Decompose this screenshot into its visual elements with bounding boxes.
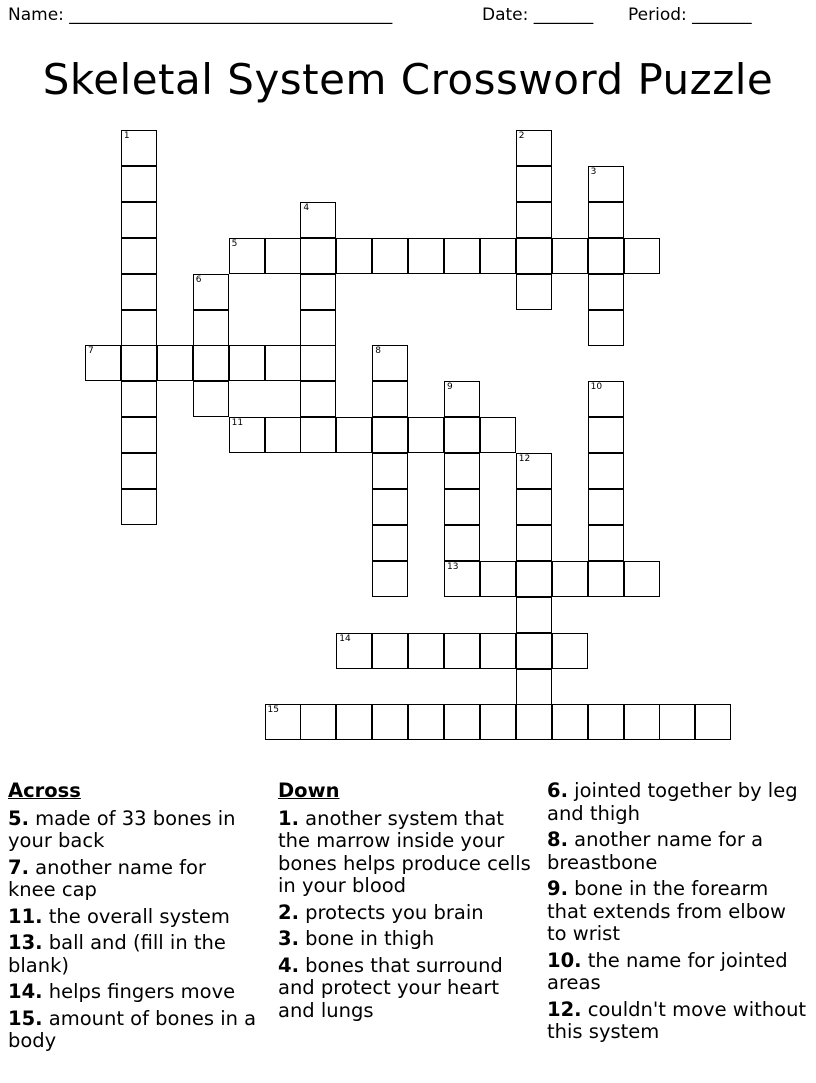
crossword-cell[interactable] xyxy=(121,238,157,274)
clue-text: the name for jointed areas xyxy=(547,948,788,994)
down-clues-column-1 xyxy=(278,780,540,1026)
crossword-cell[interactable] xyxy=(516,561,552,597)
clue-number: 12. xyxy=(547,997,582,1021)
crossword-cell[interactable] xyxy=(121,310,157,346)
crossword-cell[interactable] xyxy=(516,597,552,633)
clue-number-label: 10 xyxy=(590,382,603,393)
crossword-cell[interactable] xyxy=(588,381,624,417)
crossword-cell[interactable] xyxy=(552,238,588,274)
clue-item xyxy=(278,808,540,898)
down-clues-column-2 xyxy=(547,780,809,1048)
clue-number: 4. xyxy=(278,953,299,977)
crossword-cell[interactable] xyxy=(265,238,301,274)
crossword-cell[interactable] xyxy=(229,417,265,453)
period-field-label[interactable]: Period: _______ xyxy=(628,5,752,25)
clue-number-label: 14 xyxy=(339,633,351,644)
crossword-cell[interactable] xyxy=(444,489,480,525)
clue-number-label: 6 xyxy=(195,274,202,285)
crossword-cell[interactable] xyxy=(408,633,444,669)
clue-number: 2. xyxy=(278,900,299,924)
crossword-cell[interactable] xyxy=(516,166,552,202)
clue-item xyxy=(8,808,258,853)
crossword-cell[interactable] xyxy=(444,525,480,561)
crossword-cell[interactable] xyxy=(516,489,552,525)
crossword-cell[interactable] xyxy=(588,238,624,274)
crossword-cell[interactable] xyxy=(444,633,480,669)
crossword-cell[interactable] xyxy=(516,525,552,561)
crossword-cell[interactable] xyxy=(588,202,624,238)
clue-item xyxy=(547,950,809,995)
crossword-cell[interactable] xyxy=(372,238,408,274)
crossword-cell[interactable] xyxy=(480,704,516,740)
crossword-cell[interactable] xyxy=(552,633,588,669)
crossword-cell[interactable] xyxy=(588,274,624,310)
down-clue-list-continued xyxy=(547,780,809,1044)
clue-number-label: 2 xyxy=(518,131,525,141)
crossword-cell[interactable] xyxy=(695,704,731,740)
crossword-cell[interactable] xyxy=(372,345,408,381)
down-clue-list xyxy=(278,808,540,1023)
clue-number-label: 8 xyxy=(375,346,381,357)
clue-text: another name for a breastbone xyxy=(547,828,764,874)
crossword-cell[interactable] xyxy=(588,310,624,346)
crossword-cell[interactable] xyxy=(516,704,552,740)
crossword-cell[interactable] xyxy=(121,417,157,453)
clue-text: ball and (fill in the blank) xyxy=(8,931,226,977)
crossword-cell[interactable] xyxy=(372,417,408,453)
clue-item xyxy=(8,857,258,902)
page-title: Skeletal System Crossword Puzzle xyxy=(42,55,774,104)
crossword-cell[interactable] xyxy=(265,704,301,740)
clue-number-label: 5 xyxy=(231,238,238,249)
clue-item xyxy=(547,878,809,946)
clue-item xyxy=(547,780,809,825)
crossword-cell[interactable] xyxy=(480,561,516,597)
crossword-cell[interactable] xyxy=(193,310,229,346)
clue-number-label: 4 xyxy=(303,202,310,213)
crossword-cell[interactable] xyxy=(624,238,660,274)
crossword-cell[interactable] xyxy=(588,417,624,453)
date-field-label[interactable]: Date: _______ xyxy=(482,5,594,25)
clue-text: another system that the marrow inside your bones helps produce cells in your blood xyxy=(278,806,531,897)
crossword-cell[interactable] xyxy=(265,345,301,381)
crossword-cell[interactable] xyxy=(516,274,552,310)
crossword-cell[interactable] xyxy=(85,345,121,381)
crossword-cell[interactable] xyxy=(121,166,157,202)
clue-number: 5. xyxy=(8,806,29,830)
across-clue-list xyxy=(8,808,258,1053)
crossword-cell[interactable] xyxy=(588,704,624,740)
crossword-cell[interactable] xyxy=(300,238,336,274)
clue-number-label: 9 xyxy=(447,382,453,393)
crossword-cell[interactable] xyxy=(300,704,336,740)
crossword-cell[interactable] xyxy=(336,238,372,274)
clue-text: jointed together by leg and thigh xyxy=(547,779,798,825)
clue-number: 3. xyxy=(278,927,299,950)
clue-text: amount of bones in a body xyxy=(8,1006,257,1052)
clue-item xyxy=(8,906,258,929)
clue-number: 8. xyxy=(547,828,568,851)
clue-item xyxy=(278,928,540,951)
crossword-cell[interactable] xyxy=(480,633,516,669)
clue-text: helps fingers move xyxy=(42,980,236,1003)
clue-number-label: 13 xyxy=(447,561,459,572)
crossword-cell[interactable] xyxy=(659,704,695,740)
crossword-cell[interactable] xyxy=(588,453,624,489)
crossword-cell[interactable] xyxy=(444,381,480,417)
crossword-cell[interactable] xyxy=(624,704,660,740)
crossword-cell[interactable] xyxy=(300,202,336,238)
clue-item xyxy=(547,999,809,1044)
crossword-cell[interactable] xyxy=(444,453,480,489)
crossword-cell[interactable] xyxy=(300,274,336,310)
name-field-label[interactable]: Name: ______________________________________ xyxy=(8,5,393,25)
crossword-cell[interactable] xyxy=(372,453,408,489)
crossword-cell[interactable] xyxy=(372,561,408,597)
crossword-cell[interactable] xyxy=(444,561,480,597)
clue-number-label: 12 xyxy=(518,454,531,465)
clue-number: 13. xyxy=(8,931,43,954)
crossword-cell[interactable] xyxy=(300,310,336,346)
crossword-cell[interactable] xyxy=(516,453,552,489)
crossword-cell[interactable] xyxy=(193,274,229,310)
clue-item xyxy=(278,902,540,925)
clue-number-label: 15 xyxy=(267,705,279,716)
clue-item xyxy=(8,981,258,1004)
clue-number: 10. xyxy=(547,948,582,972)
crossword-cell[interactable] xyxy=(480,238,516,274)
crossword-cell[interactable] xyxy=(588,489,624,525)
crossword-cell[interactable] xyxy=(552,704,588,740)
crossword-cell[interactable] xyxy=(121,274,157,310)
clue-text: bone in the forearm that extends from elbow to wrist xyxy=(547,877,786,945)
crossword-cell[interactable] xyxy=(588,166,624,202)
clue-item xyxy=(278,955,540,1023)
crossword-cell[interactable] xyxy=(300,345,336,381)
across-clues-column xyxy=(8,780,258,1057)
clue-item xyxy=(8,932,258,977)
crossword-cell[interactable] xyxy=(372,633,408,669)
crossword-cell[interactable] xyxy=(229,238,265,274)
clue-number: 7. xyxy=(8,855,29,879)
crossword-cell[interactable] xyxy=(193,381,229,417)
down-heading: Down xyxy=(278,779,340,802)
clue-number: 1. xyxy=(278,806,299,830)
clue-number: 15. xyxy=(8,1006,43,1030)
crossword-cell[interactable] xyxy=(265,417,301,453)
crossword-cell[interactable] xyxy=(408,417,444,453)
crossword-cell[interactable] xyxy=(121,489,157,525)
clue-text: bones that surround and protect your heart and lungs xyxy=(278,953,503,1022)
crossword-cell[interactable] xyxy=(372,489,408,525)
clue-number: 6. xyxy=(547,779,568,802)
clue-text: couldn't move without this system xyxy=(547,997,807,1043)
clue-number: 9. xyxy=(547,877,568,900)
clue-number-label: 1 xyxy=(123,131,130,141)
crossword-cell[interactable] xyxy=(300,417,336,453)
crossword-cell[interactable] xyxy=(516,669,552,705)
crossword-cell[interactable] xyxy=(372,704,408,740)
clue-item xyxy=(8,1008,258,1053)
clue-text: bone in thigh xyxy=(298,927,435,950)
crossword-cell[interactable] xyxy=(408,704,444,740)
crossword-cell[interactable] xyxy=(552,561,588,597)
clue-item xyxy=(547,829,809,874)
crossword-cell[interactable] xyxy=(121,381,157,417)
crossword-cell[interactable] xyxy=(121,202,157,238)
crossword-cell[interactable] xyxy=(193,345,229,381)
crossword-cell[interactable] xyxy=(588,561,624,597)
clue-number: 11. xyxy=(8,904,43,928)
crossword-cell[interactable] xyxy=(408,238,444,274)
crossword-cell[interactable] xyxy=(444,704,480,740)
clue-text: made of 33 bones in your back xyxy=(8,806,236,852)
crossword-cell[interactable] xyxy=(336,417,372,453)
crossword-cell[interactable] xyxy=(516,202,552,238)
crossword-cell[interactable] xyxy=(516,633,552,669)
crossword-cell[interactable] xyxy=(300,381,336,417)
crossword-cell[interactable] xyxy=(444,238,480,274)
crossword-cell[interactable] xyxy=(336,704,372,740)
crossword-cell[interactable] xyxy=(444,417,480,453)
crossword-cell[interactable] xyxy=(121,453,157,489)
crossword-cell[interactable] xyxy=(480,417,516,453)
crossword-cell[interactable] xyxy=(372,525,408,561)
crossword-cell[interactable] xyxy=(516,130,552,166)
crossword-cell[interactable] xyxy=(121,345,157,381)
clue-number: 14. xyxy=(8,980,43,1003)
clue-text: another name for knee cap xyxy=(8,855,206,901)
crossword-cell[interactable] xyxy=(516,238,552,274)
across-heading: Across xyxy=(8,779,81,802)
clue-text: the overall system xyxy=(42,904,230,928)
crossword-cell[interactable] xyxy=(157,345,193,381)
clue-number-label: 7 xyxy=(88,346,94,357)
crossword-cell[interactable] xyxy=(588,525,624,561)
clue-number-label: 11 xyxy=(231,418,244,429)
crossword-cell[interactable] xyxy=(336,633,372,669)
crossword-cell[interactable] xyxy=(624,561,660,597)
crossword-cell[interactable] xyxy=(121,130,157,166)
clue-number-label: 3 xyxy=(590,166,597,177)
crossword-cell[interactable] xyxy=(229,345,265,381)
crossword-cell[interactable] xyxy=(372,381,408,417)
clue-text: protects you brain xyxy=(298,900,484,924)
